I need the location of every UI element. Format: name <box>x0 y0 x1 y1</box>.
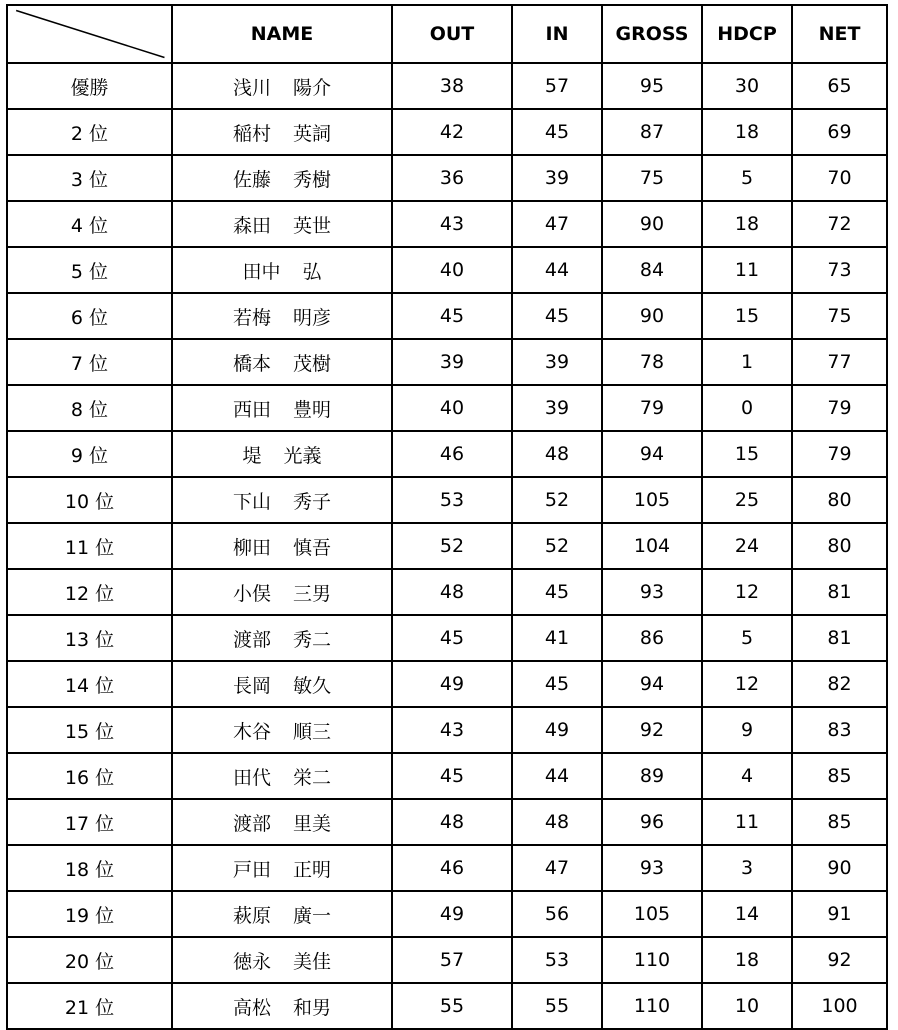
net-score-cell: 72 <box>792 201 887 247</box>
player-name-cell <box>172 569 392 615</box>
out-score-cell: 43 <box>392 201 512 247</box>
out-score-cell: 45 <box>392 293 512 339</box>
in-score-cell: 53 <box>512 937 602 983</box>
gross-score-cell: 90 <box>602 201 702 247</box>
net-score-cell: 65 <box>792 63 887 109</box>
family-name: 稲村 <box>232 122 271 145</box>
player-name-cell <box>172 891 392 937</box>
out-score-cell: 46 <box>392 431 512 477</box>
gross-score-cell: 104 <box>602 523 702 569</box>
net-score-cell: 77 <box>792 339 887 385</box>
gross-score-cell: 94 <box>602 661 702 707</box>
in-score-cell: 56 <box>512 891 602 937</box>
given-name: 茂樹 <box>293 352 332 375</box>
family-name: 佐藤 <box>232 168 271 191</box>
in-score-cell: 48 <box>512 431 602 477</box>
rank-cell: 19 位 <box>7 891 172 937</box>
in-score-cell: 49 <box>512 707 602 753</box>
net-score-cell: 80 <box>792 523 887 569</box>
player-name <box>233 625 331 652</box>
net-score-cell: 91 <box>792 891 887 937</box>
table-row <box>7 201 887 247</box>
gross-score-cell: 105 <box>602 891 702 937</box>
in-score-cell: 47 <box>512 845 602 891</box>
out-score-cell: 39 <box>392 339 512 385</box>
rank-cell: 12 位 <box>7 569 172 615</box>
table-row <box>7 983 887 1029</box>
given-name: 敏久 <box>293 674 332 697</box>
player-name-cell <box>172 753 392 799</box>
player-name-cell <box>172 431 392 477</box>
out-score-cell: 49 <box>392 661 512 707</box>
in-score-cell: 41 <box>512 615 602 661</box>
out-score-cell: 49 <box>392 891 512 937</box>
player-name-cell <box>172 707 392 753</box>
given-name: 豊明 <box>293 398 332 421</box>
player-name <box>233 211 331 238</box>
out-score-cell: 45 <box>392 615 512 661</box>
out-score-cell: 42 <box>392 109 512 155</box>
header-name: NAME <box>172 5 392 63</box>
net-score-cell: 80 <box>792 477 887 523</box>
table-row <box>7 707 887 753</box>
rank-cell: 6 位 <box>7 293 172 339</box>
net-score-cell: 81 <box>792 569 887 615</box>
given-name: 陽介 <box>293 76 332 99</box>
player-name <box>233 993 331 1020</box>
rank-cell: 2 位 <box>7 109 172 155</box>
in-score-cell: 44 <box>512 247 602 293</box>
family-name: 高松 <box>232 996 271 1019</box>
given-name: 慎吾 <box>293 536 332 559</box>
gross-score-cell: 90 <box>602 293 702 339</box>
hdcp-cell: 24 <box>702 523 792 569</box>
player-name-cell <box>172 247 392 293</box>
out-score-cell: 48 <box>392 569 512 615</box>
given-name: 栄二 <box>293 766 332 789</box>
out-score-cell: 52 <box>392 523 512 569</box>
family-name: 木谷 <box>232 720 271 743</box>
player-name <box>242 441 321 468</box>
rank-cell: 20 位 <box>7 937 172 983</box>
hdcp-cell: 18 <box>702 109 792 155</box>
player-name <box>233 717 331 744</box>
family-name: 柳田 <box>232 536 271 559</box>
player-name-cell <box>172 799 392 845</box>
player-name-cell <box>172 983 392 1029</box>
in-score-cell: 48 <box>512 799 602 845</box>
rank-cell: 18 位 <box>7 845 172 891</box>
family-name: 渡部 <box>232 628 271 651</box>
header-hdcp: HDCP <box>702 5 792 63</box>
table-row <box>7 155 887 201</box>
out-score-cell: 53 <box>392 477 512 523</box>
family-name: 萩原 <box>232 904 271 927</box>
player-name-cell <box>172 293 392 339</box>
table-row <box>7 247 887 293</box>
net-score-cell: 90 <box>792 845 887 891</box>
player-name-cell <box>172 845 392 891</box>
header-in: IN <box>512 5 602 63</box>
player-name <box>233 901 331 928</box>
given-name: 里美 <box>293 812 332 835</box>
gross-score-cell: 93 <box>602 845 702 891</box>
hdcp-cell: 14 <box>702 891 792 937</box>
out-score-cell: 38 <box>392 63 512 109</box>
gross-score-cell: 110 <box>602 983 702 1029</box>
net-score-cell: 70 <box>792 155 887 201</box>
gross-score-cell: 87 <box>602 109 702 155</box>
diagonal-line <box>8 6 171 62</box>
hdcp-cell: 9 <box>702 707 792 753</box>
player-name <box>233 671 331 698</box>
rank-cell: 7 位 <box>7 339 172 385</box>
player-name <box>233 73 331 100</box>
table-row <box>7 385 887 431</box>
rank-cell: 5 位 <box>7 247 172 293</box>
header-out: OUT <box>392 5 512 63</box>
gross-score-cell: 105 <box>602 477 702 523</box>
gross-score-cell: 79 <box>602 385 702 431</box>
hdcp-cell: 1 <box>702 339 792 385</box>
out-score-cell: 36 <box>392 155 512 201</box>
table-row <box>7 661 887 707</box>
in-score-cell: 39 <box>512 339 602 385</box>
table-row <box>7 63 887 109</box>
table-row <box>7 569 887 615</box>
header-net: NET <box>792 5 887 63</box>
hdcp-cell: 15 <box>702 293 792 339</box>
player-name <box>242 257 321 284</box>
out-score-cell: 57 <box>392 937 512 983</box>
family-name: 下山 <box>232 490 271 513</box>
player-name-cell <box>172 155 392 201</box>
rank-cell: 10 位 <box>7 477 172 523</box>
rank-cell: 11 位 <box>7 523 172 569</box>
net-score-cell: 100 <box>792 983 887 1029</box>
family-name: 橋本 <box>232 352 271 375</box>
gross-score-cell: 75 <box>602 155 702 201</box>
rank-cell: 優勝 <box>7 63 172 109</box>
given-name: 秀二 <box>293 628 332 651</box>
family-name: 浅川 <box>232 76 271 99</box>
given-name: 秀樹 <box>293 168 332 191</box>
header-gross: GROSS <box>602 5 702 63</box>
player-name <box>233 533 331 560</box>
hdcp-cell: 11 <box>702 799 792 845</box>
hdcp-cell: 11 <box>702 247 792 293</box>
given-name: 秀子 <box>293 490 332 513</box>
gross-score-cell: 86 <box>602 615 702 661</box>
out-score-cell: 43 <box>392 707 512 753</box>
header-row <box>7 5 887 63</box>
hdcp-cell: 10 <box>702 983 792 1029</box>
given-name: 光義 <box>283 444 322 467</box>
given-name: 英世 <box>293 214 332 237</box>
family-name: 小俣 <box>232 582 271 605</box>
hdcp-cell: 18 <box>702 937 792 983</box>
family-name: 田中 <box>242 260 281 283</box>
player-name <box>233 809 331 836</box>
gross-score-cell: 92 <box>602 707 702 753</box>
out-score-cell: 55 <box>392 983 512 1029</box>
results-table <box>6 4 888 1030</box>
table-row <box>7 891 887 937</box>
family-name: 長岡 <box>232 674 271 697</box>
in-score-cell: 52 <box>512 523 602 569</box>
hdcp-cell: 5 <box>702 155 792 201</box>
hdcp-cell: 12 <box>702 661 792 707</box>
given-name: 廣一 <box>293 904 332 927</box>
given-name: 順三 <box>293 720 332 743</box>
table-row <box>7 845 887 891</box>
in-score-cell: 45 <box>512 569 602 615</box>
player-name <box>233 579 331 606</box>
rank-cell: 21 位 <box>7 983 172 1029</box>
family-name: 田代 <box>232 766 271 789</box>
table-row <box>7 431 887 477</box>
in-score-cell: 45 <box>512 661 602 707</box>
diagonal-corner-cell <box>7 5 172 63</box>
in-score-cell: 39 <box>512 385 602 431</box>
table-row <box>7 477 887 523</box>
rank-cell: 17 位 <box>7 799 172 845</box>
rank-cell: 16 位 <box>7 753 172 799</box>
player-name <box>233 487 331 514</box>
player-name <box>233 303 331 330</box>
table-row <box>7 293 887 339</box>
in-score-cell: 55 <box>512 983 602 1029</box>
player-name-cell <box>172 385 392 431</box>
player-name-cell <box>172 937 392 983</box>
given-name: 三男 <box>293 582 332 605</box>
hdcp-cell: 5 <box>702 615 792 661</box>
player-name <box>233 763 331 790</box>
net-score-cell: 69 <box>792 109 887 155</box>
table-row <box>7 615 887 661</box>
net-score-cell: 81 <box>792 615 887 661</box>
gross-score-cell: 95 <box>602 63 702 109</box>
rank-cell: 9 位 <box>7 431 172 477</box>
hdcp-cell: 30 <box>702 63 792 109</box>
gross-score-cell: 96 <box>602 799 702 845</box>
in-score-cell: 47 <box>512 201 602 247</box>
out-score-cell: 40 <box>392 385 512 431</box>
out-score-cell: 48 <box>392 799 512 845</box>
net-score-cell: 73 <box>792 247 887 293</box>
player-name-cell <box>172 109 392 155</box>
family-name: 西田 <box>232 398 271 421</box>
rank-cell: 3 位 <box>7 155 172 201</box>
gross-score-cell: 84 <box>602 247 702 293</box>
net-score-cell: 92 <box>792 937 887 983</box>
given-name: 弘 <box>302 260 322 283</box>
rank-cell: 4 位 <box>7 201 172 247</box>
player-name <box>233 395 331 422</box>
gross-score-cell: 93 <box>602 569 702 615</box>
player-name <box>233 855 331 882</box>
net-score-cell: 79 <box>792 431 887 477</box>
given-name: 英詞 <box>293 122 332 145</box>
hdcp-cell: 0 <box>702 385 792 431</box>
given-name: 明彦 <box>293 306 332 329</box>
player-name-cell <box>172 63 392 109</box>
family-name: 堤 <box>242 444 262 467</box>
hdcp-cell: 18 <box>702 201 792 247</box>
results-body <box>7 63 887 1029</box>
in-score-cell: 57 <box>512 63 602 109</box>
hdcp-cell: 12 <box>702 569 792 615</box>
table-row <box>7 937 887 983</box>
gross-score-cell: 110 <box>602 937 702 983</box>
out-score-cell: 46 <box>392 845 512 891</box>
gross-score-cell: 94 <box>602 431 702 477</box>
net-score-cell: 79 <box>792 385 887 431</box>
rank-cell: 14 位 <box>7 661 172 707</box>
gross-score-cell: 78 <box>602 339 702 385</box>
in-score-cell: 39 <box>512 155 602 201</box>
player-name <box>233 165 331 192</box>
table-row <box>7 523 887 569</box>
net-score-cell: 83 <box>792 707 887 753</box>
family-name: 戸田 <box>232 858 271 881</box>
given-name: 和男 <box>293 996 332 1019</box>
net-score-cell: 82 <box>792 661 887 707</box>
hdcp-cell: 3 <box>702 845 792 891</box>
player-name-cell <box>172 661 392 707</box>
rank-cell: 13 位 <box>7 615 172 661</box>
out-score-cell: 40 <box>392 247 512 293</box>
hdcp-cell: 25 <box>702 477 792 523</box>
family-name: 渡部 <box>232 812 271 835</box>
table-row <box>7 753 887 799</box>
table-row <box>7 799 887 845</box>
player-name-cell <box>172 523 392 569</box>
net-score-cell: 85 <box>792 799 887 845</box>
net-score-cell: 75 <box>792 293 887 339</box>
table-row <box>7 339 887 385</box>
player-name <box>233 349 331 376</box>
rank-cell: 8 位 <box>7 385 172 431</box>
out-score-cell: 45 <box>392 753 512 799</box>
in-score-cell: 45 <box>512 109 602 155</box>
given-name: 正明 <box>293 858 332 881</box>
hdcp-cell: 15 <box>702 431 792 477</box>
family-name: 森田 <box>232 214 271 237</box>
in-score-cell: 45 <box>512 293 602 339</box>
gross-score-cell: 89 <box>602 753 702 799</box>
player-name-cell <box>172 201 392 247</box>
player-name-cell <box>172 615 392 661</box>
hdcp-cell: 4 <box>702 753 792 799</box>
in-score-cell: 52 <box>512 477 602 523</box>
given-name: 美佳 <box>293 950 332 973</box>
family-name: 徳永 <box>232 950 271 973</box>
table-row <box>7 109 887 155</box>
rank-cell: 15 位 <box>7 707 172 753</box>
player-name <box>233 947 331 974</box>
player-name-cell <box>172 339 392 385</box>
family-name: 若梅 <box>232 306 271 329</box>
player-name <box>233 119 331 146</box>
net-score-cell: 85 <box>792 753 887 799</box>
in-score-cell: 44 <box>512 753 602 799</box>
player-name-cell <box>172 477 392 523</box>
